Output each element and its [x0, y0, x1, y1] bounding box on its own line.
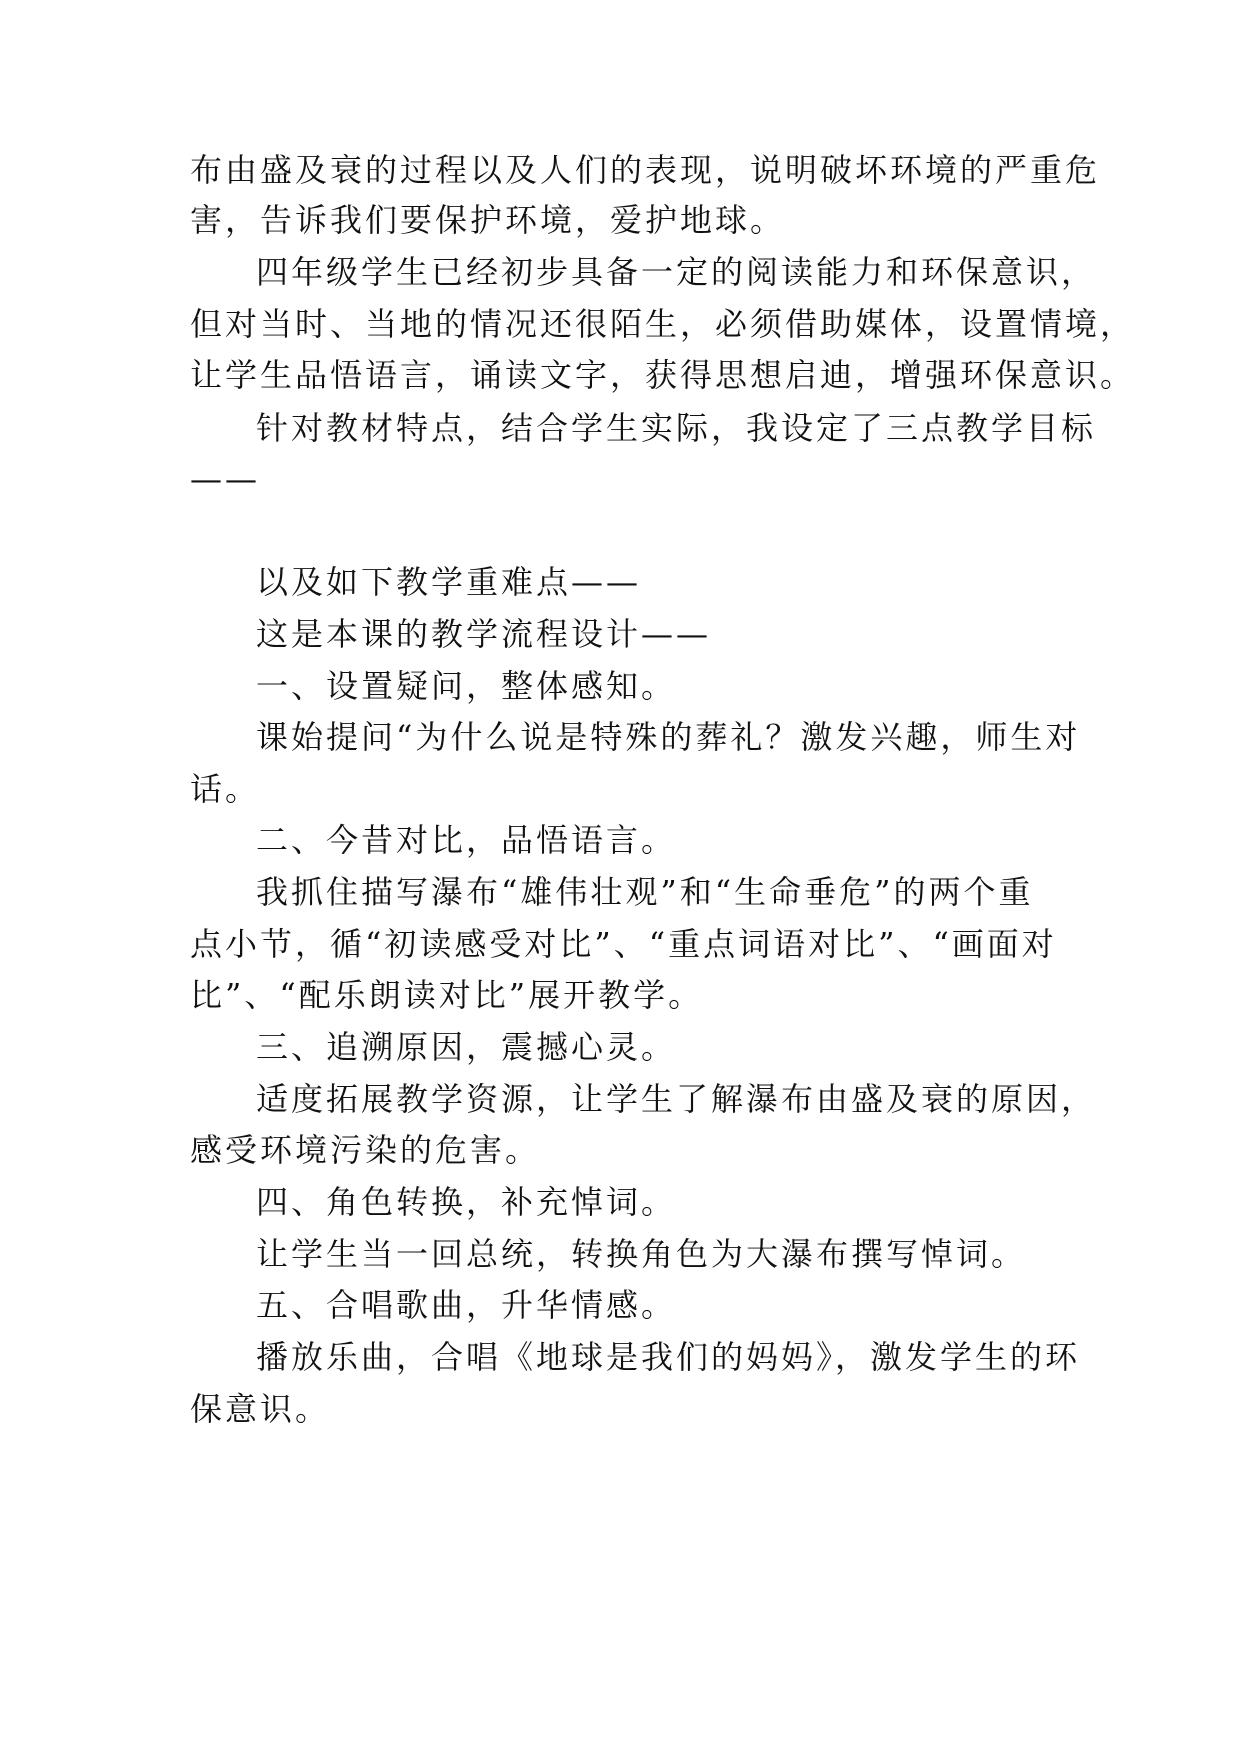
text-line: 三、追溯原因，震撼心灵。 [256, 1028, 677, 1066]
text-line: 以及如下教学重难点—— [256, 563, 642, 601]
text-line: 比”、“配乐朗读对比”展开教学。 [190, 976, 704, 1014]
text-line: 让学生品悟语言，诵读文字，获得思想启迪，增强环保意识。 [190, 356, 1136, 394]
text-line: 话。 [190, 770, 261, 808]
text-line: 我抓住描写瀑布“雄伟壮观”和“生命垂危”的两个重 [256, 873, 1034, 911]
text-line: 感受环境污染的危害。 [190, 1131, 541, 1169]
text-line: 害，告诉我们要保护环境，爱护地球。 [190, 201, 786, 239]
text-line: 针对教材特点，结合学生实际，我设定了三点教学目标 [256, 409, 1097, 447]
text-line: 课始提问“为什么说是特殊的葬礼？激发兴趣，师生对 [256, 718, 1081, 756]
text-line: 布由盛及衰的过程以及人们的表现，说明破坏环境的严重危 [190, 151, 1101, 189]
text-line: 播放乐曲，合唱《地球是我们的妈妈》，激发学生的环 [256, 1338, 1081, 1376]
text-line: 一、设置疑问，整体感知。 [256, 667, 677, 705]
text-line: —— [190, 460, 260, 498]
text-line: 但对当时、当地的情况还很陌生，必须借助媒体，设置情境， [190, 305, 1136, 343]
text-line: 适度拓展教学资源，让学生了解瀑布由盛及衰的原因， [256, 1080, 1097, 1118]
text-line: 让学生当一回总统，转换角色为大瀑布撰写悼词。 [256, 1235, 1027, 1273]
text-line: 五、合唱歌曲，升华情感。 [256, 1286, 677, 1324]
text-line: 四年级学生已经初步具备一定的阅读能力和环保意识， [256, 253, 1097, 291]
text-line: 点小节，循“初读感受对比”、“重点词语对比”、“画面对 [190, 925, 1057, 963]
text-line: 四、角色转换，补充悼词。 [256, 1183, 677, 1221]
text-line: 这是本课的教学流程设计—— [256, 615, 712, 653]
text-line: 保意识。 [190, 1390, 331, 1428]
text-line: 二、今昔对比，品悟语言。 [256, 821, 677, 859]
